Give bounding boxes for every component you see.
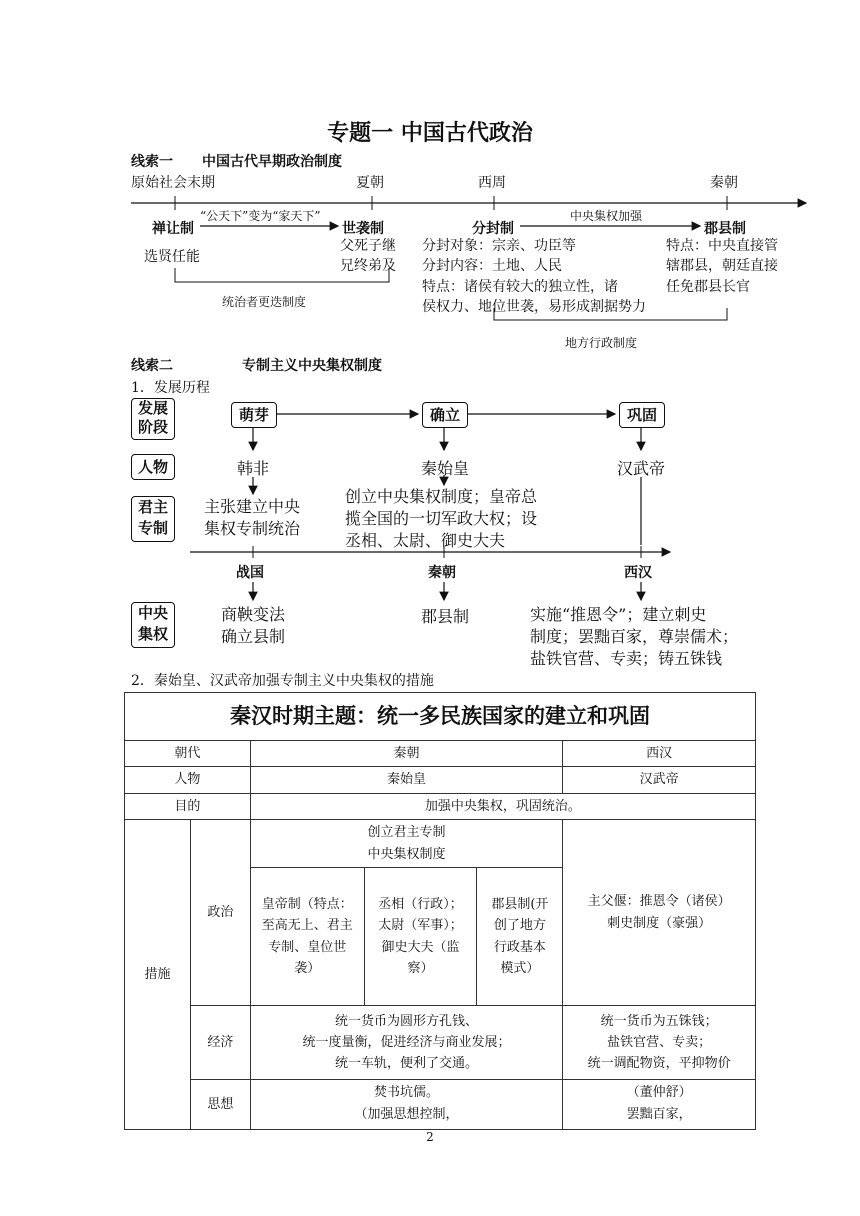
- cell-goal-label: 目的: [125, 793, 251, 819]
- cell-line: 至高无上、君主: [261, 918, 353, 934]
- clue2-heading-num: 线索二: [131, 358, 173, 374]
- cell-line: 焚书坑儒。: [374, 1085, 440, 1101]
- junxian-desc-line: 任免郡县长官: [666, 278, 750, 295]
- timeline-label-qin: 秦朝: [710, 175, 738, 191]
- cell-line: 模式）: [500, 961, 540, 977]
- cell-dynasty-qin: 秦朝: [250, 741, 563, 767]
- cell-line: 行政基本: [493, 939, 546, 955]
- fenfeng-desc-line: 特点：诸侯有较大的独立性，诸: [422, 278, 618, 295]
- brace1-label: 统治者更迭制度: [222, 295, 307, 309]
- cell-line: 主父偃：推恩令（诸侯）: [587, 894, 731, 910]
- table-heading: 秦汉时期主题：统一多民族国家的建立和巩固: [125, 693, 756, 741]
- cell-goal-value: 加强中央集权，巩固统治。: [250, 793, 755, 819]
- cell-politics-label: 政治: [190, 820, 250, 1006]
- cell-line: 察）: [407, 961, 434, 977]
- cell-line: 刺史制度（豪强）: [607, 915, 712, 931]
- cell-line: 统一调配物资，平抑物价: [587, 1056, 731, 1072]
- era-zhanguo: 战国: [236, 565, 264, 581]
- cell-person-label: 人物: [125, 767, 251, 793]
- label-box-line: 发展: [137, 399, 168, 417]
- brace2: [494, 308, 727, 320]
- central-qin: 郡县制: [421, 607, 470, 626]
- arrow2-label: 中央集权加强: [570, 209, 643, 223]
- label-box-line: 专制: [137, 519, 168, 537]
- cell-han-thought: [563, 1080, 756, 1130]
- era-xihan: 西汉: [624, 565, 652, 581]
- cell-line: 御史大夫（监: [381, 939, 460, 955]
- shanrang-label: 禅让制: [152, 221, 194, 237]
- stage-box-mengya: 萌芽: [231, 402, 277, 428]
- cell-line: 郡县制(开: [491, 896, 549, 912]
- junxian-desc-line: 特点：中央直接管: [666, 238, 778, 254]
- cell-qin-politics-emperor: [250, 868, 364, 1006]
- cell-qin-politics-header: [250, 820, 563, 868]
- central-xihan-line: 盐铁官营、专卖；铸五铢钱: [530, 649, 723, 668]
- clue2-sub2: 2．秦始皇、汉武帝加强专制主义中央集权的措施: [131, 673, 434, 689]
- page-number: 2: [426, 1130, 434, 1144]
- cell-dynasty-han: 西汉: [563, 741, 756, 767]
- cell-qin-economy: [250, 1006, 563, 1080]
- brace2-label: 地方行政制度: [565, 336, 638, 350]
- cell-qin-politics-officials: [364, 868, 477, 1006]
- cell-thought-label: 思想: [190, 1080, 250, 1130]
- cell-person-qin: 秦始皇: [250, 767, 563, 793]
- cell-line: 创立君主专制: [367, 825, 446, 841]
- central-xihan-line: 制度；罢黜百家，尊崇儒术；: [530, 627, 739, 646]
- shixi-desc-line: 兄终弟及: [340, 258, 396, 275]
- clue2-sub1: 1．发展历程: [131, 380, 210, 396]
- junxian-desc-line: 辖郡县，朝廷直接: [666, 258, 778, 275]
- cell-person-han: 汉武帝: [563, 767, 756, 793]
- fenfeng-label: 分封制: [472, 221, 514, 237]
- qin-desc-line: 创立中央集权制度；皇帝总: [345, 487, 538, 506]
- cell-line: 创了地方: [493, 918, 546, 934]
- cell-line: 专制、皇位世: [268, 939, 347, 955]
- cell-measures-label: 措施: [125, 820, 191, 1130]
- label-box-person: 人物: [131, 454, 175, 480]
- hanfei-desc-line: 主张建立中央: [204, 497, 301, 516]
- measures-table: [124, 692, 756, 1130]
- cell-han-politics: [563, 820, 756, 1006]
- central-xihan-line: 实施“推恩令”；建立刺史: [530, 605, 707, 624]
- clue1-heading-num: 线索一: [131, 154, 173, 170]
- label-box-line: 君主: [137, 498, 168, 516]
- stage-box-queli: 确立: [422, 402, 468, 428]
- cell-line: 统一车轨，便利了交通。: [335, 1056, 479, 1072]
- qin-desc-line: 丞相、太尉、御史大夫: [345, 531, 506, 550]
- fenfeng-desc-line: 侯权力、地位世袭，易形成割据势力: [422, 298, 646, 315]
- person-hanfei: 韩非: [236, 459, 269, 478]
- clue2-heading-text: 专制主义中央集权制度: [242, 358, 382, 374]
- cell-line: 统一货币为五铢钱；: [600, 1013, 718, 1029]
- cell-dynasty-label: 朝代: [125, 741, 251, 767]
- cell-line: 太尉（军事）；: [378, 918, 463, 934]
- hanfei-desc-line: 集权专制统治: [204, 519, 301, 538]
- person-qinshihuang: 秦始皇: [420, 459, 469, 478]
- timeline-label-xia: 夏朝: [356, 175, 384, 191]
- cell-qin-politics-junxian: [477, 868, 563, 1006]
- person-hanwudi: 汉武帝: [616, 459, 665, 478]
- label-box-line: 阶段: [137, 418, 168, 436]
- cell-qin-thought: [250, 1080, 563, 1130]
- label-box-line: 集权: [137, 625, 168, 643]
- brace1: [175, 268, 389, 282]
- shixi-label: 世袭制: [342, 221, 384, 237]
- page-title: 专题一 中国古代政治: [327, 121, 533, 146]
- cell-line: （加强思想控制，: [354, 1106, 459, 1122]
- cell-line: 皇帝制（特点：: [261, 896, 353, 912]
- junxian-label: 郡县制: [704, 221, 746, 237]
- qin-desc-line: 揽全国的一切军政大权；设: [345, 509, 538, 528]
- cell-line: （董仲舒）: [626, 1085, 692, 1101]
- arrow1-label: “公天下”变为“家天下”: [200, 209, 321, 223]
- cell-line: 袭）: [294, 961, 321, 977]
- timeline-label-primitive: 原始社会末期: [131, 175, 215, 191]
- cell-line: 统一度量衡，促进经济与商业发展；: [302, 1034, 511, 1050]
- central-zhanguo-line: 确立县制: [221, 627, 286, 646]
- cell-line: 罢黜百家，: [626, 1106, 692, 1122]
- fenfeng-desc-line: 分封对象：宗亲、功臣等: [422, 238, 576, 254]
- stage-box-gonggu: 巩固: [619, 402, 665, 428]
- cell-economy-label: 经济: [190, 1006, 250, 1080]
- central-zhanguo-line: 商鞅变法: [221, 605, 286, 624]
- cell-line: 丞相（行政）；: [378, 896, 463, 912]
- cell-line: 统一货币为圆形方孔钱、: [335, 1013, 479, 1029]
- fenfeng-desc-line: 分封内容：土地、人民: [422, 258, 562, 275]
- shixi-desc-line: 父死子继: [340, 238, 396, 254]
- clue1-heading-text: 中国古代早期政治制度: [202, 154, 342, 170]
- cell-line: 盐铁官营、专卖；: [607, 1034, 712, 1050]
- era-qin: 秦朝: [428, 565, 456, 581]
- cell-han-economy: [563, 1006, 756, 1080]
- xuanxian-text: 选贤任能: [144, 249, 200, 265]
- timeline-label-xizhou: 西周: [478, 175, 506, 191]
- cell-line: 中央集权制度: [367, 846, 446, 862]
- label-box-line: 中央: [137, 604, 168, 622]
